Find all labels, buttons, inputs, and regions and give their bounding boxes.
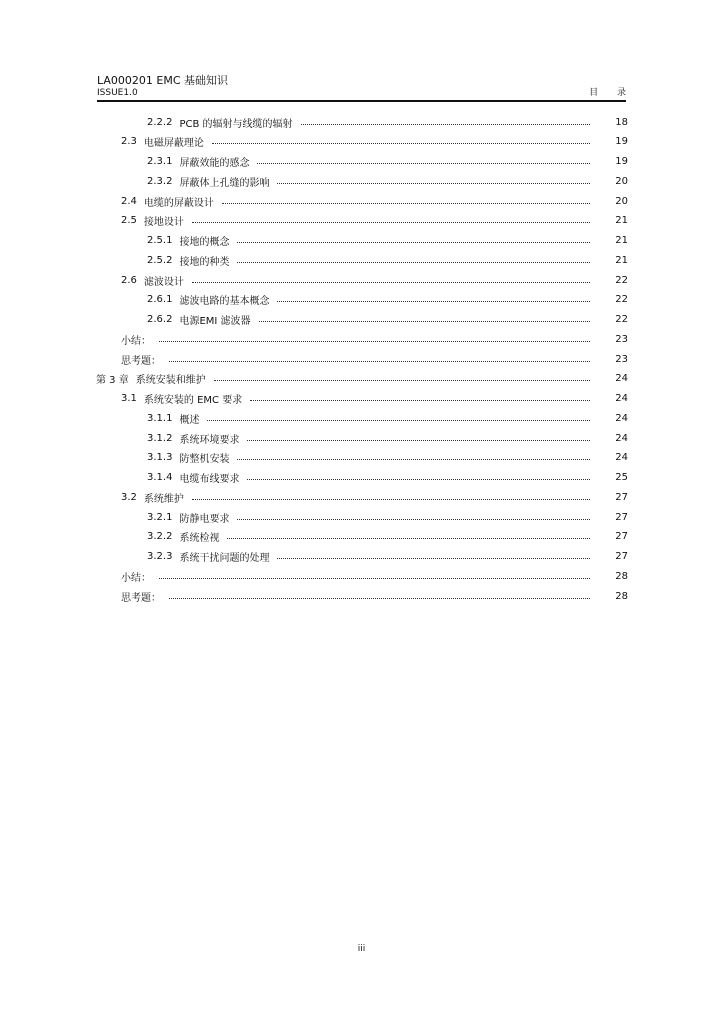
toc-entry-title: 滤波设计 (143, 276, 184, 288)
toc-entry[interactable] (147, 173, 628, 189)
toc-entry-number: 第 3 章 (96, 375, 129, 387)
toc-entry-title: 概述 (179, 414, 200, 426)
toc-entry-title: 防整机安装 (179, 454, 230, 466)
toc-entry-page: 22 (615, 314, 628, 325)
toc-entry-number: 3.2 (121, 491, 137, 503)
toc-entry-number: 2.3 (121, 136, 137, 148)
toc-entry-page: 20 (615, 175, 628, 187)
toc-entry-page: 21 (615, 215, 628, 227)
dot-leader (277, 301, 590, 302)
toc-entry[interactable] (147, 470, 628, 486)
toc-entry-title: 屏蔽效能的感念 (179, 158, 250, 169)
dot-leader (212, 143, 590, 144)
toc-entry[interactable] (147, 252, 628, 268)
dot-leader (169, 598, 590, 599)
toc-entry-title: 系统安装和维护 (135, 375, 206, 387)
toc-entry-title: 系统维护 (143, 493, 184, 505)
toc-entry[interactable] (147, 114, 628, 130)
toc-entry-title: 系统干扰问题的处理 (179, 553, 270, 564)
toc-entry-number: 3.2.2 (147, 531, 173, 543)
toc-entry-page: 21 (615, 254, 628, 266)
toc-entry[interactable] (147, 154, 628, 170)
toc-entry-title: 屏蔽体上孔缝的影响 (179, 177, 270, 189)
section-label: 目 录 (589, 88, 634, 98)
toc-entry-title: 系统安装的 EMC 要求 (143, 395, 243, 406)
toc-entry-title: 接地设计 (143, 217, 184, 229)
toc-entry-page: 18 (615, 116, 628, 128)
toc-entry-title: 电磁屏蔽理论 (143, 138, 204, 150)
dot-leader (192, 222, 590, 223)
toc-entry-number: 3.1.1 (147, 412, 173, 424)
toc-entry[interactable] (121, 351, 628, 367)
dot-leader (192, 282, 590, 283)
dot-leader (277, 558, 590, 559)
toc-entry-title: 系统检视 (179, 533, 220, 545)
toc-entry[interactable] (121, 568, 628, 584)
toc-entry-number: 2.6 (121, 274, 137, 286)
issue-label: ISSUE1.0 (97, 88, 138, 98)
dot-leader (222, 203, 590, 204)
toc-entry-title: 小结： (121, 335, 151, 347)
dot-leader (237, 262, 590, 263)
toc-entry-number: 3.2.1 (147, 511, 173, 523)
toc-entry[interactable] (121, 272, 628, 288)
toc-entry-page: 19 (615, 156, 628, 167)
toc-entry-page: 23 (615, 333, 628, 345)
toc-entry-number: 2.5.1 (147, 235, 173, 246)
toc-entry-number: 2.4 (121, 195, 137, 207)
dot-leader (192, 499, 590, 500)
dot-leader (214, 380, 590, 381)
toc-entry-page: 24 (615, 432, 628, 444)
header-meta-row (97, 88, 634, 99)
toc-entry[interactable] (121, 331, 628, 347)
toc-entry-page: 24 (615, 373, 628, 385)
toc-entry-number: 2.5.2 (147, 254, 173, 266)
toc-entry[interactable] (121, 134, 628, 150)
dot-leader (237, 242, 590, 243)
toc-entry[interactable] (147, 233, 628, 249)
toc-entry-number: 2.6.1 (147, 294, 173, 306)
toc-entry-number: 2.2.2 (147, 116, 173, 128)
toc-entry[interactable] (147, 549, 628, 565)
toc-entry[interactable] (96, 371, 628, 387)
toc-entry[interactable] (121, 588, 628, 604)
dot-leader (227, 538, 590, 539)
dot-leader (207, 420, 590, 421)
dot-leader (169, 361, 590, 362)
toc-entry-title: 思考题： (121, 592, 161, 604)
toc-entry-page: 27 (615, 551, 628, 562)
toc-entry[interactable] (121, 391, 628, 407)
toc-entry-title: 电缆的屏蔽设计 (143, 197, 214, 209)
toc-entry-page: 20 (615, 195, 628, 207)
toc-entry[interactable] (147, 312, 628, 328)
dot-leader (237, 459, 590, 460)
toc-entry-number: 2.3.2 (147, 175, 173, 187)
toc-entry[interactable] (147, 509, 628, 525)
toc-entry-title: 思考题： (121, 355, 161, 367)
toc-entry[interactable] (147, 529, 628, 545)
dot-leader (237, 519, 590, 520)
toc-entry-number: 2.3.1 (147, 156, 173, 167)
toc-entry-number: 3.1 (121, 393, 137, 404)
toc-entry[interactable] (147, 450, 628, 466)
toc-entry[interactable] (147, 430, 628, 446)
dot-leader (159, 341, 590, 342)
toc-entry-page: 22 (615, 294, 628, 306)
toc-entry-title: 防静电要求 (179, 513, 230, 525)
page-header (97, 74, 634, 102)
toc-entry-page: 22 (615, 274, 628, 286)
dot-leader (277, 183, 590, 184)
toc-entry-page: 27 (615, 511, 628, 523)
toc-entry-page: 25 (615, 472, 628, 483)
toc-entry-number: 3.2.3 (147, 551, 173, 562)
toc-entry[interactable] (147, 410, 628, 426)
toc-entry-title: 系统环境要求 (179, 434, 240, 446)
toc-entry-page: 21 (615, 235, 628, 246)
dot-leader (159, 578, 590, 579)
toc-entry-number: 3.1.2 (147, 432, 173, 444)
toc-entry[interactable] (121, 193, 628, 209)
header-divider (97, 100, 626, 102)
toc-entry-page: 28 (615, 590, 628, 602)
toc-entry-title: 电缆布线要求 (179, 474, 240, 485)
toc-entry-page: 24 (615, 393, 628, 404)
dot-leader (247, 479, 590, 480)
toc-entry-page: 27 (615, 531, 628, 543)
toc-entry-title: 滤波电路的基本概念 (179, 296, 270, 308)
toc-entry[interactable] (121, 489, 628, 505)
toc-entry-page: 23 (615, 353, 628, 365)
page-number: iii (357, 944, 366, 954)
toc-entry-title: 接地的概念 (179, 237, 230, 248)
document-title: LA000201 EMC 基础知识 (97, 74, 229, 87)
toc-entry-number: 3.1.4 (147, 472, 173, 483)
toc-entry-number: 2.5 (121, 215, 137, 227)
dot-leader (247, 440, 590, 441)
toc-entry-page: 19 (615, 136, 628, 148)
toc-entry-page: 24 (615, 452, 628, 464)
toc-entry-title: PCB 的辐射与线缆的辐射 (179, 118, 293, 130)
dot-leader (250, 400, 590, 401)
toc-entry-page: 24 (615, 412, 628, 424)
toc-entry-title: 小结： (121, 572, 151, 584)
dot-leader (257, 163, 590, 164)
toc-entry-number: 3.1.3 (147, 452, 173, 464)
toc-entry-page: 27 (615, 491, 628, 503)
dot-leader (301, 124, 590, 125)
toc-entry-title: 电源EMI 滤波器 (179, 316, 251, 327)
toc-entry-title: 接地的种类 (179, 256, 230, 268)
toc-entry[interactable] (121, 213, 628, 229)
toc-entry-number: 2.6.2 (147, 314, 173, 325)
dot-leader (259, 321, 590, 322)
toc-entry[interactable] (147, 292, 628, 308)
toc-entry-page: 28 (615, 570, 628, 582)
